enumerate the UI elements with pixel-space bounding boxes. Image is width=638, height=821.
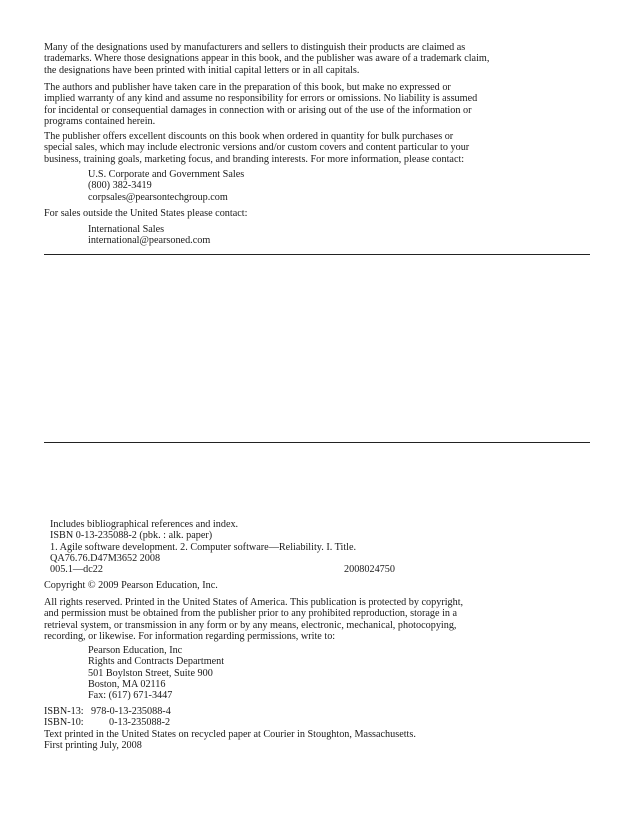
lccn: 2008024750 (344, 564, 395, 576)
isbn-block (44, 706, 592, 751)
text-line: recording, or likewise. For information regarding permissions, write to: (44, 630, 336, 642)
contact-email: international@pearsoned.com (88, 235, 211, 247)
contact-name: U.S. Corporate and Government Sales (88, 169, 245, 180)
contact-email: corpsales@pearsontechgroup.com (88, 191, 228, 203)
trademark-notice (44, 42, 592, 76)
text-line: programs contained herein. (44, 115, 156, 127)
address-fax: Fax: (617) 671-3447 (88, 690, 173, 702)
text-line: All rights reserved. Printed in the United States of America. This publication is protected by copyright, (44, 597, 464, 608)
address-line: Boston, MA 02116 (88, 678, 166, 690)
contact-name: International Sales (88, 224, 165, 235)
isbn13-row (44, 706, 592, 717)
isbn13-label: ISBN-13: (44, 706, 84, 717)
text-line: business, training goals, marketing focus, and branding interests. For more information, please contact: (44, 153, 465, 165)
cip-data (50, 519, 570, 575)
bottom-rule (44, 442, 590, 443)
text-line: the designations have been printed with initial capital letters or in all capitals. (44, 64, 360, 76)
text-line: For sales outside the United States please contact: (44, 208, 248, 219)
isbn13-value: 978-0-13-235088-4 (91, 706, 171, 717)
text-line: for incidental or consequential damages in connection with or arising out of the use of the information or (44, 104, 472, 116)
isbn10-row (44, 717, 592, 728)
intl-sales-contact (44, 224, 636, 247)
text-line: special sales, which may include electronic versions and/or custom covers and content particular to your (44, 142, 470, 154)
dewey-number: 005.1—dc22 (50, 564, 103, 576)
isbn10-label: ISBN-10: (44, 717, 84, 729)
cip-classification-row (50, 564, 570, 575)
address-line: 501 Boylston Street, Suite 900 (88, 667, 213, 679)
text-line: retrieval system, or transmission in any form or by any means, electronic, mechanical, photocopying, (44, 619, 457, 631)
text-line: implied warranty of any kind and assume no responsibility for errors or omissions. No liability is assumed (44, 93, 478, 105)
cip-line: ISBN 0-13-235088-2 (pbk. : alk. paper) (50, 530, 213, 542)
sales-notice (44, 131, 592, 165)
warranty-notice (44, 82, 592, 127)
contact-phone: (800) 382-3419 (88, 180, 152, 192)
cip-line: 1. Agile software development. 2. Computer software—Reliability. I. Title. (50, 541, 357, 553)
cip-line: Includes bibliographical references and index. (50, 519, 239, 530)
address-line: Rights and Contracts Department (88, 656, 225, 668)
copyright-line (44, 580, 592, 591)
text-line: trademarks. Where those designations appear in this book, and the publisher was aware of a trademark claim, (44, 53, 490, 65)
copyright-text: Copyright © 2009 Pearson Education, Inc. (44, 580, 218, 591)
us-sales-contact (44, 169, 636, 203)
isbn10-value: 0-13-235088-2 (109, 717, 171, 729)
intl-sales-intro (44, 208, 592, 219)
text-line: The authors and publisher have taken care in the preparation of this book, but make no expressed or (44, 82, 451, 93)
rights-notice (44, 597, 592, 642)
address-line: Pearson Education, Inc (88, 645, 183, 656)
permissions-address (44, 645, 636, 701)
printing-note: Text printed in the United States on recycled paper at Courier in Stoughton, Massachusetts. (44, 728, 416, 740)
text-line: Many of the designations used by manufacturers and sellers to distinguish their products are claimed as (44, 42, 466, 53)
top-rule (44, 254, 590, 255)
first-printing: First printing July, 2008 (44, 739, 142, 751)
text-line: and permission must be obtained from the publisher prior to any prohibited reproduction, storage in a (44, 608, 458, 620)
text-line: The publisher offers excellent discounts on this book when ordered in quantity for bulk purchases or (44, 131, 454, 142)
cip-line: QA76.76.D47M3652 2008 (50, 552, 161, 564)
